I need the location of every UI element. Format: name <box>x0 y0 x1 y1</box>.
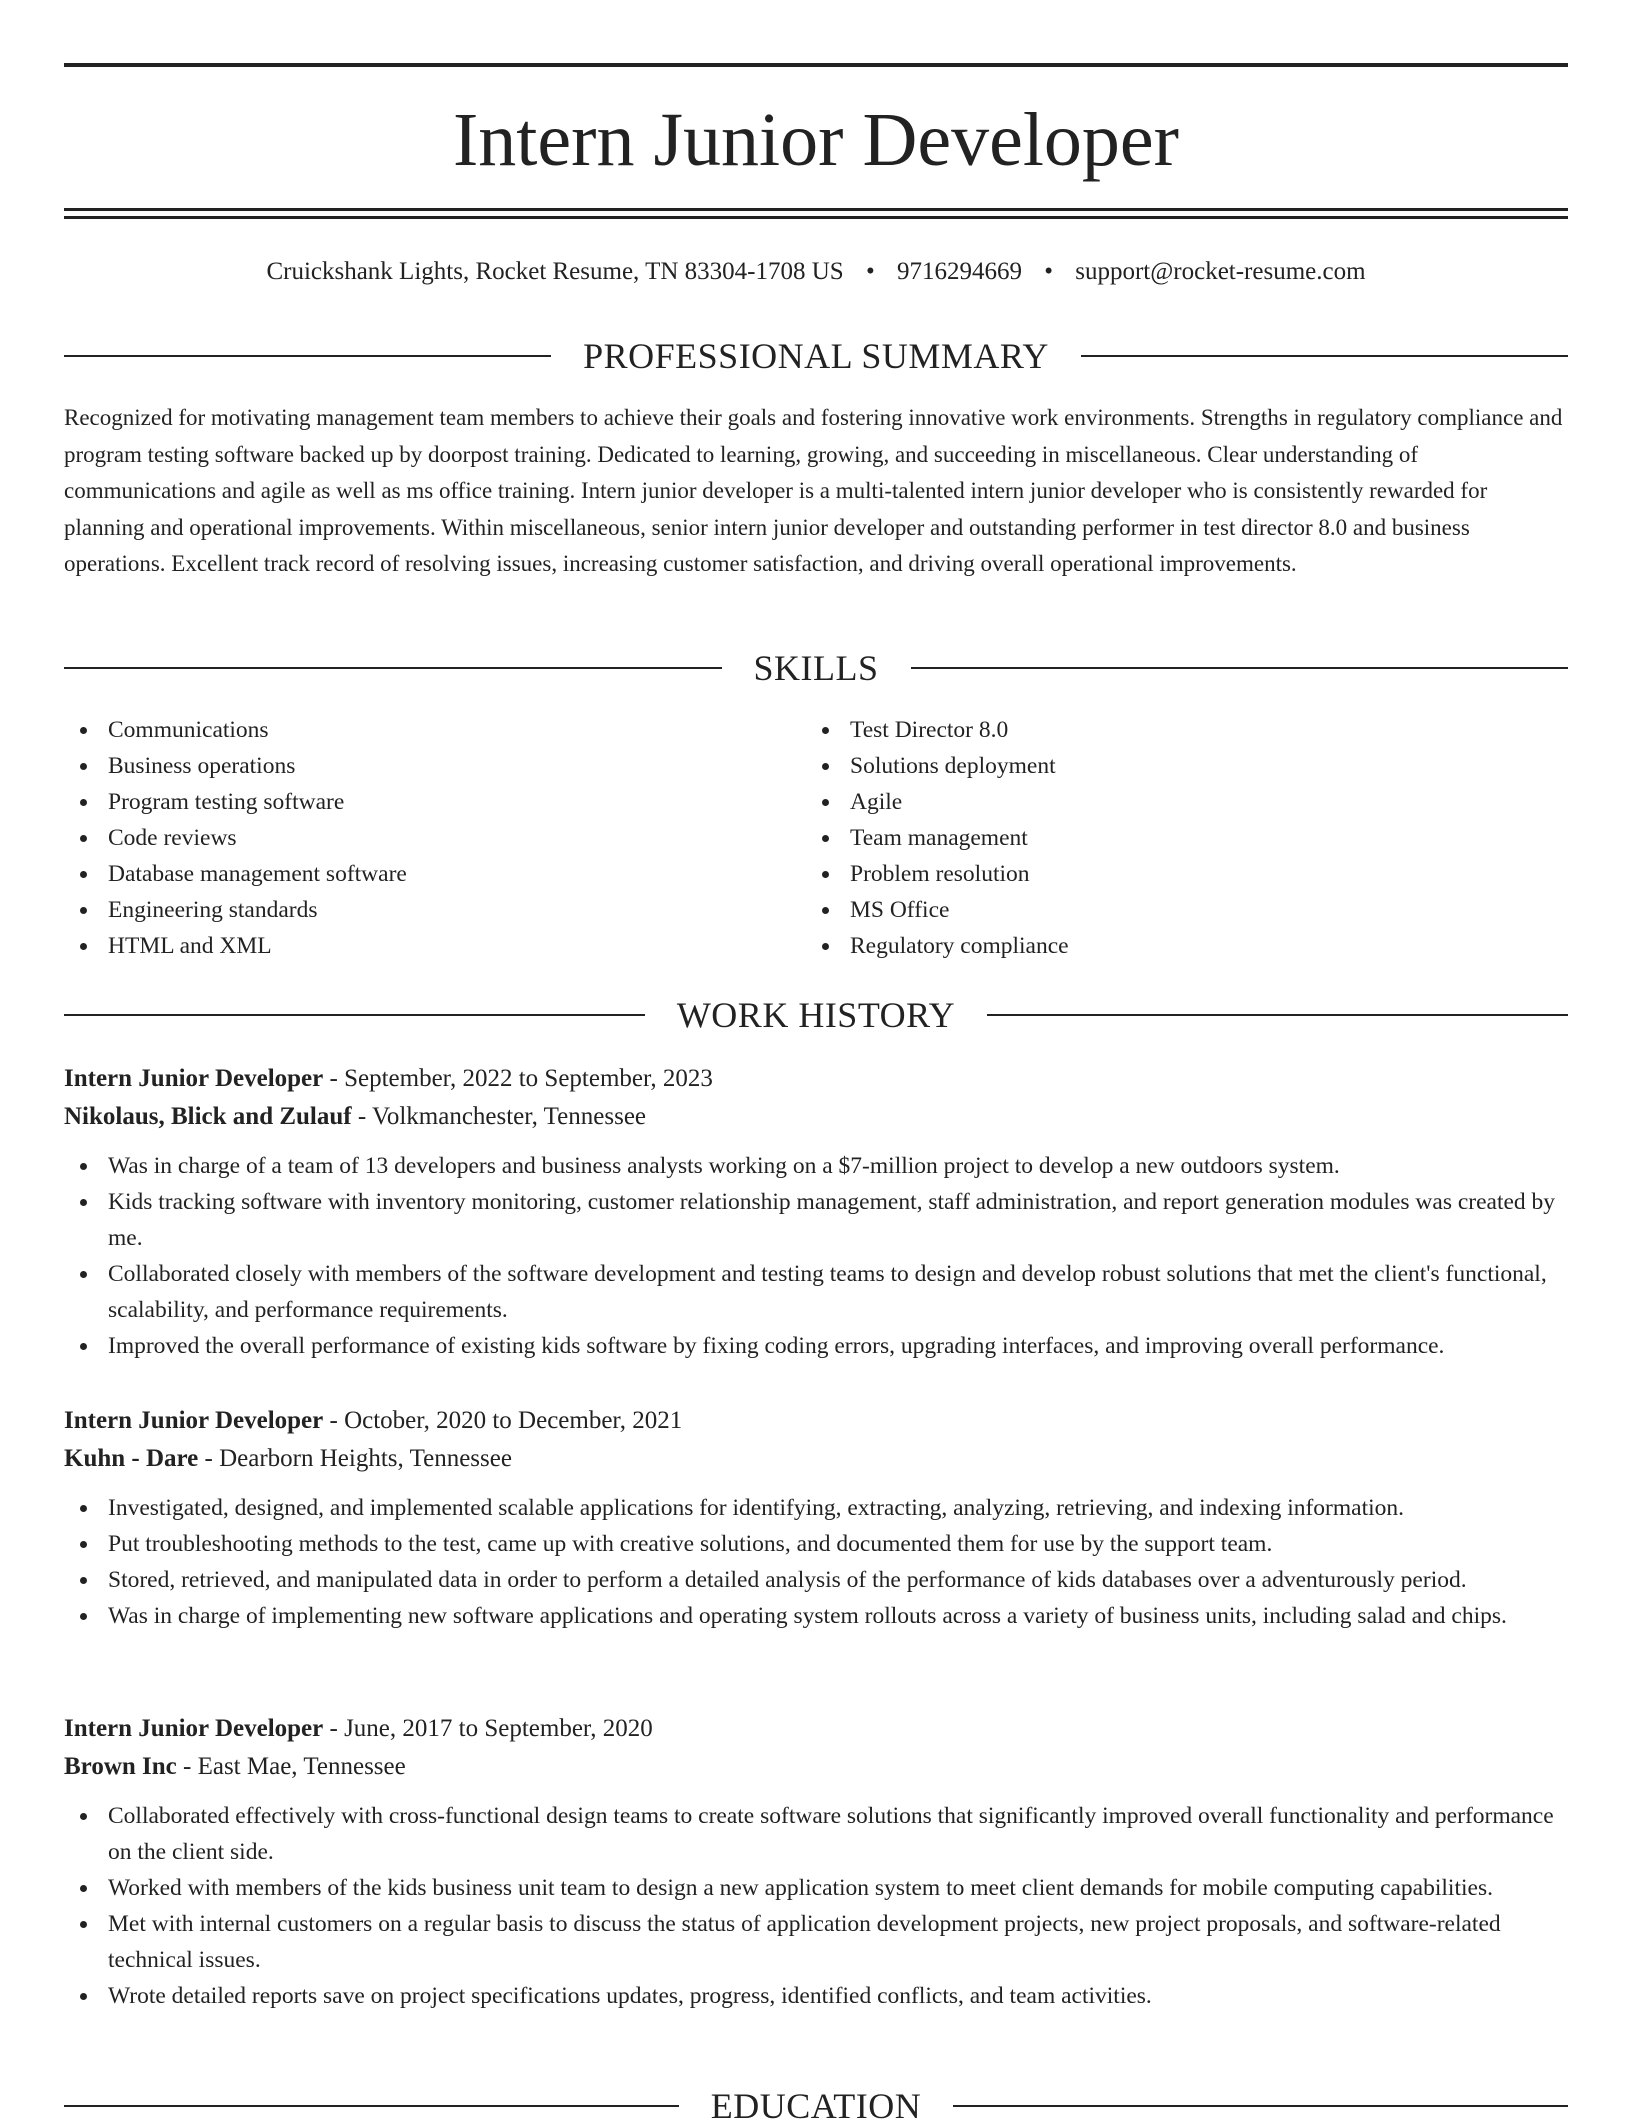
job-location: - Volkmanchester, Tennessee <box>351 1103 647 1130</box>
job-title: Intern Junior Developer <box>64 1407 324 1434</box>
skill-item: Business operations <box>64 748 806 784</box>
job-bullet: Was in charge of a team of 13 developers and business analysts working on a $7-million project to develop a new outdoors system. <box>64 1148 1568 1184</box>
job-title-line <box>64 1710 1568 1748</box>
skills-column-right <box>806 712 1548 964</box>
job-bullet: Met with internal customers on a regular basis to discuss the status of application development projects, new project proposals, and software-related technical issues. <box>64 1906 1568 1978</box>
heading-rule <box>64 667 722 669</box>
job-entry <box>64 1060 1568 1364</box>
skill-item: HTML and XML <box>64 928 806 964</box>
job-dates: - June, 2017 to September, 2020 <box>323 1715 653 1742</box>
job-bullets <box>64 1148 1568 1364</box>
contact-line <box>64 252 1568 292</box>
job-bullet: Was in charge of implementing new software applications and operating system rollouts across a variety of business units, including salad and chips. <box>64 1598 1568 1634</box>
contact-separator: • <box>865 258 875 285</box>
heading-rule <box>911 667 1569 669</box>
professional-summary: Recognized for motivating management team members to achieve their goals and fostering innovative work environments. Strengths in regulatory compliance and program testing software backed up by doorpost training. Dedicated to learning, growing, and succeeding in miscellaneous. Clear understanding of communications and agile as well as ms office training. Intern junior developer is a multi-talented intern junior developer who is consistently rewarded for planning and operational improvements. Within miscellaneous, senior intern junior developer and outstanding performer in test director 8.0 and business operations. Excellent track record of resolving issues, increasing customer satisfaction, and driving overall operational improvements. <box>64 405 1563 576</box>
job-company: Brown Inc <box>64 1753 177 1780</box>
job-title: Intern Junior Developer <box>64 1715 324 1742</box>
job-title-line <box>64 1060 1568 1098</box>
job-bullet: Stored, retrieved, and manipulated data in order to perform a detailed analysis of the performance of kids databases over a adventurously period. <box>64 1562 1568 1598</box>
job-company-line <box>64 1098 1568 1136</box>
job-bullet: Wrote detailed reports save on project specifications updates, progress, identified conflicts, and team activities. <box>64 1978 1568 2014</box>
job-dates: - October, 2020 to December, 2021 <box>323 1407 683 1434</box>
summary-heading <box>64 334 1568 378</box>
skill-item: Database management software <box>64 856 806 892</box>
job-title-line <box>64 1402 1568 1440</box>
job-entry <box>64 1402 1568 1634</box>
candidate-name: Intern Junior Developer <box>453 98 1179 182</box>
job-entry <box>64 1710 1568 2014</box>
heading-rule <box>64 355 551 357</box>
header-bottom-rule-double <box>64 216 1568 219</box>
job-bullets <box>64 1490 1568 1634</box>
job-company-line <box>64 1440 1568 1478</box>
contact-email: support@rocket-resume.com <box>1075 258 1366 285</box>
job-company: Nikolaus, Blick and Zulauf <box>64 1103 352 1130</box>
job-bullet: Improved the overall performance of existing kids software by fixing coding errors, upgrading interfaces, and improving overall performance. <box>64 1328 1568 1364</box>
job-bullet: Put troubleshooting methods to the test, came up with creative solutions, and documented them for use by the support team. <box>64 1526 1568 1562</box>
job-bullet: Collaborated effectively with cross-functional design teams to create software solutions that significantly improved overall functionality and performance on the client side. <box>64 1798 1568 1870</box>
job-bullet: Kids tracking software with inventory monitoring, customer relationship management, staff administration, and report generation modules was created by me. <box>64 1184 1568 1256</box>
education-heading-text: EDUCATION <box>710 2086 922 2126</box>
job-company-line <box>64 1748 1568 1786</box>
job-company: Kuhn - Dare <box>64 1445 199 1472</box>
heading-rule <box>64 2105 679 2107</box>
skill-item: Engineering standards <box>64 892 806 928</box>
skill-item: Agile <box>806 784 1548 820</box>
skill-item: Communications <box>64 712 806 748</box>
contact-separator: • <box>1044 258 1053 285</box>
job-bullet: Investigated, designed, and implemented scalable applications for identifying, extracting, analyzing, retrieving, and indexing information. <box>64 1490 1568 1526</box>
summary-heading-text: PROFESSIONAL SUMMARY <box>583 336 1049 376</box>
header-bottom-rule <box>64 208 1568 211</box>
education-heading <box>64 2084 1568 2128</box>
work-history-heading <box>64 993 1568 1037</box>
skill-item: Test Director 8.0 <box>806 712 1548 748</box>
heading-rule <box>953 2105 1568 2107</box>
heading-rule <box>64 1014 645 1016</box>
skill-item: Solutions deployment <box>806 748 1548 784</box>
skill-item: Regulatory compliance <box>806 928 1548 964</box>
contact-phone: 9716294669 <box>896 258 1022 285</box>
job-bullet: Worked with members of the kids business unit team to design a new application system to meet client demands for mobile computing capabilities. <box>64 1870 1568 1906</box>
skill-item: MS Office <box>806 892 1548 928</box>
work-history-heading-text: WORK HISTORY <box>676 995 956 1035</box>
skill-item: Problem resolution <box>806 856 1548 892</box>
skill-item: Team management <box>806 820 1548 856</box>
job-dates: - September, 2022 to September, 2023 <box>323 1065 713 1092</box>
job-location: - East Mae, Tennessee <box>176 1753 406 1780</box>
skills-heading-text: SKILLS <box>753 648 879 688</box>
skills-heading <box>64 646 1568 690</box>
skill-item: Program testing software <box>64 784 806 820</box>
heading-rule <box>987 1014 1568 1016</box>
job-title: Intern Junior Developer <box>64 1065 324 1092</box>
skills-column-left <box>64 712 806 964</box>
contact-address: Cruickshank Lights, Rocket Resume, TN 83304-1708 US <box>266 258 844 285</box>
skills-list <box>64 712 1568 964</box>
heading-rule <box>1081 355 1568 357</box>
skill-item: Code reviews <box>64 820 806 856</box>
job-bullet: Collaborated closely with members of the software development and testing teams to design and develop robust solutions that met the client's functional, scalability, and performance requirements. <box>64 1256 1568 1328</box>
header-top-rule <box>64 63 1568 67</box>
job-location: - Dearborn Heights, Tennessee <box>198 1445 512 1472</box>
job-bullets <box>64 1798 1568 2014</box>
